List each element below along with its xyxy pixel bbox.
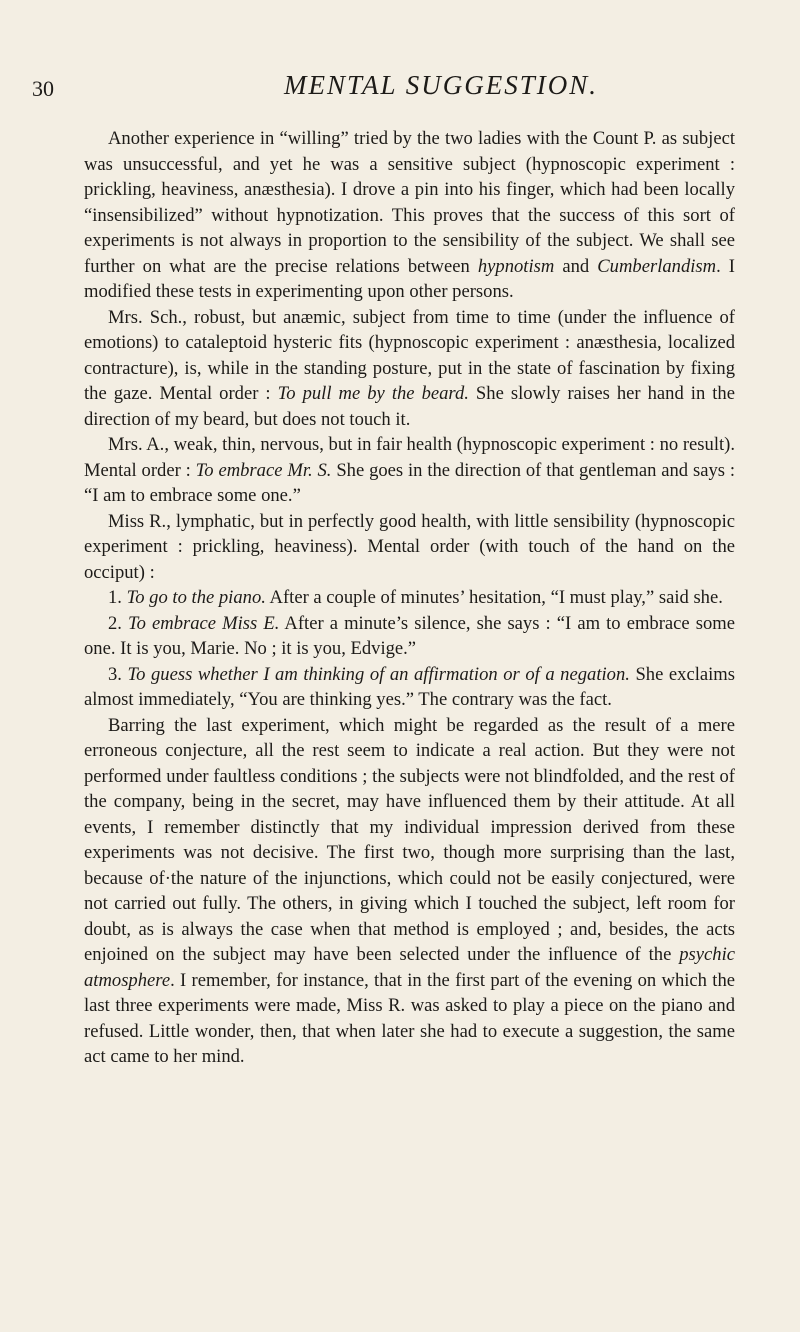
- text-run: 1.: [108, 587, 127, 608]
- text-run: . I modified these tests in experimenting upon other persons.: [84, 255, 735, 302]
- text-run: Miss R., lymphatic, but in perfectly good health, with little sensibility (hypnoscopic experiment : prickling, heaviness). Mental order (with touch of the hand on the occiput) :: [84, 510, 735, 583]
- paragraph: [84, 585, 735, 611]
- text-run: After a minute’s silence, she says : “I am to embrace some one. It is you, Marie. No ; it is you, Edvige.”: [84, 612, 735, 659]
- text-run: Another experience in “willing” tried by the two ladies with the Count P. as subject was unsuccessful, and yet he was a sensitive subject (hypnoscopic experiment : prickling, heaviness, anæsthesia). I drove a pin into his finger, which had been locally “insensibilized” without hypnotization. This proves that the success of this sort of experiments is not always in proportion to the sensibility of the subject. We shall see further on what are the precise relations between: [84, 128, 735, 277]
- paragraph: [84, 662, 735, 713]
- paragraph: [84, 126, 735, 305]
- italic-phrase: Cumberlandism: [597, 255, 717, 277]
- text-run: She slowly raises her hand in the direction of my beard, but does not touch it.: [84, 383, 735, 430]
- text-run: Mrs. A., weak, thin, nervous, but in fair health (hypnoscopic experiment : no result). Mental order :: [84, 434, 735, 481]
- text-run: She goes in the direction of that gentleman and says : “I am to embrace some one.”: [84, 459, 736, 506]
- text-run: After a couple of minutes’ hesitation, “I must play,” said she.: [265, 587, 723, 608]
- running-head: [0, 66, 800, 106]
- running-title: MENTAL SUGGESTION.: [284, 70, 599, 100]
- text-run: Mrs. Sch., robust, but anæmic, subject from time to time (under the influence of emotions) to cataleptoid hysteric fits (hypnoscopic experiment : anæsthesia, localized contracture), is, while in the standing posture, put in the state of fascination by fixing the gaze. Mental order :: [84, 306, 735, 404]
- italic-phrase: To embrace Miss E.: [128, 612, 280, 634]
- paragraph: [84, 509, 735, 586]
- text-run: Barring the last experiment, which might be regarded as the result of a mere erroneous conjecture, all the rest seem to indicate a real action. But they were not performed under faultless conditions ; the subjects were not blindfolded, and the rest of the company, being in the secret, may have influenced them by their attitude. At all events, I remember distinctly that my individual impression derived from these experiments was not decisive. The first two, though more surprising than the last, because of·the nature of the injunctions, which could not be easily conjectured, were not carried out fully. The others, in giving which I touched the subject, left room for doubt, as is always the case when that method is employed ; and, besides, the acts enjoined on the subject may have been selected under the influence of the: [84, 714, 735, 965]
- page-number: 30: [32, 76, 54, 101]
- italic-phrase: To embrace Mr. S.: [195, 459, 332, 481]
- text-run: She exclaims almost immediately, “You are thinking yes.” The contrary was the fact.: [84, 663, 735, 710]
- italic-phrase: To pull me by the beard.: [277, 383, 469, 404]
- paragraph: [84, 713, 735, 1070]
- paragraph: [84, 432, 735, 509]
- paragraph: [84, 611, 735, 662]
- body-text: [84, 126, 735, 1070]
- italic-phrase: To guess whether I am thinking of an affirmation or of a negation.: [127, 663, 630, 685]
- paragraph: [84, 305, 735, 433]
- italic-phrase: hypnotism: [477, 255, 555, 277]
- text-run: 2.: [108, 612, 129, 634]
- text-run: 3.: [108, 663, 128, 685]
- text-run: . I remember, for instance, that in the first part of the evening on which the last three experiments were made, Miss R. was asked to play a piece on the piano and refused. Little wonder, then, that when later she had to execute a suggestion, the same act came to her mind.: [84, 969, 735, 1067]
- text-run: and: [554, 255, 598, 277]
- italic-phrase: psychic atmosphere: [84, 944, 735, 991]
- italic-phrase: To go to the piano.: [126, 587, 266, 608]
